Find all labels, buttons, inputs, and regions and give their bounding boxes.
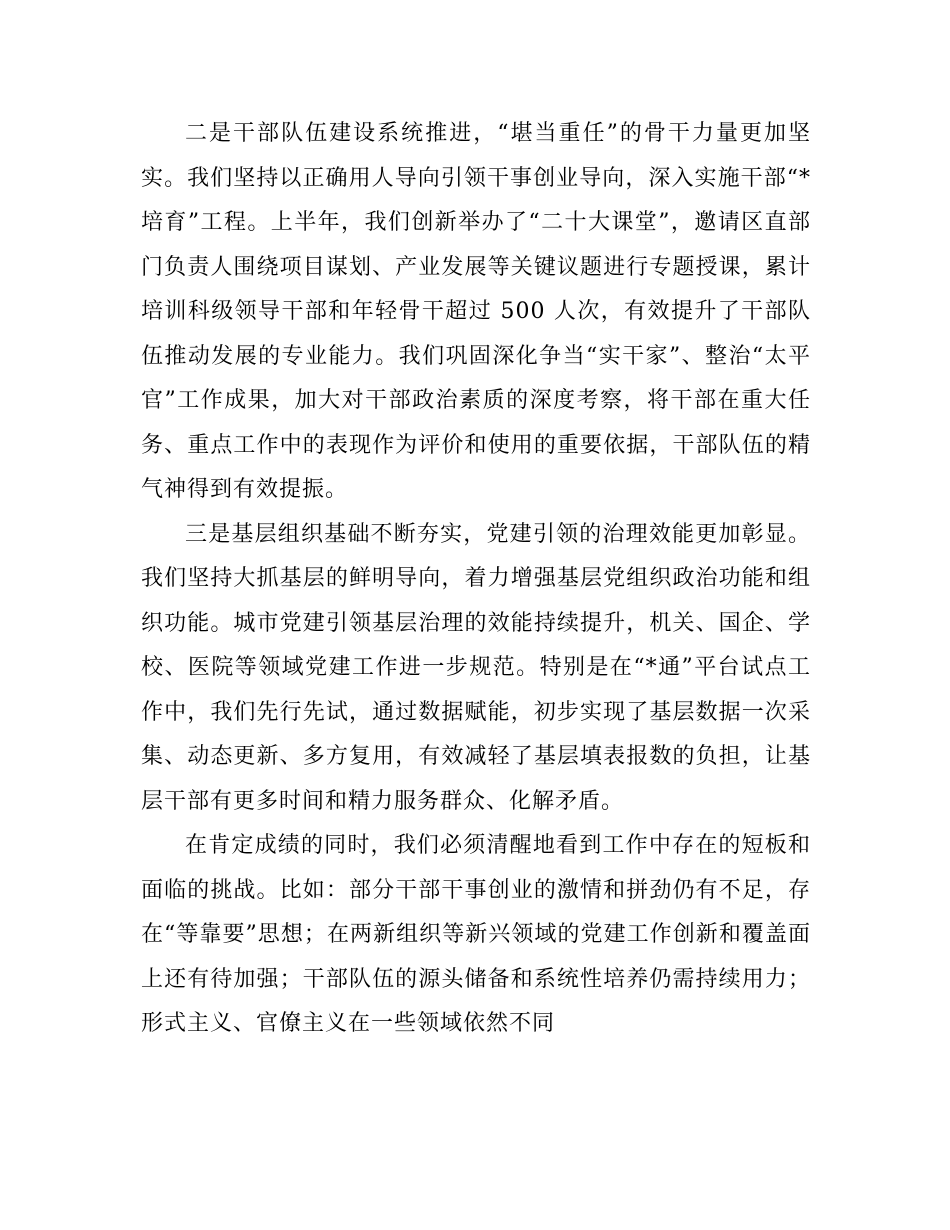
paragraph-cadre-team: 二是干部队伍建设系统推进，“堪当重任”的骨干力量更加坚实。我们坚持以正确用人导向引领干事创业导向，深入实施干部“*培育”工程。上半年，我们创新举办了“二十大课堂”，邀请区直部门负责人围绕项目谋划、产业发展等关键议题进行专题授课，累计培训科级领导干部和年轻骨干超过 500 人次，有效提升了干部队伍推动发展的专业能力。我们巩固深化争当“实干家”、整治“太平官”工作成果，加大对干部政治素质的深度考察，将干部在重大任务、重点工作中的表现作为评价和使用的重要依据，干部队伍的精气神得到有效提振。 <box>141 121 811 502</box>
paragraph-shortcomings: 在肯定成绩的同时，我们必须清醒地看到工作中存在的短板和面临的挑战。比如：部分干部干事创业的激情和拼劲仍有不足，存在“等靠要”思想；在两新组织等新兴领域的党建工作创新和覆盖面上还有待加强；干部队伍的源头储备和系统性培养仍需持续用力；形式主义、官僚主义在一些领域依然不同 <box>141 833 811 1036</box>
body-text <box>141 112 811 1047</box>
paragraph-grassroots-organization: 三是基层组织基础不断夯实，党建引领的治理效能更加彰显。我们坚持大抓基层的鲜明导向，着力增强基层党组织政治功能和组织功能。城市党建引领基层治理的效能持续提升，机关、国企、学校、医院等领域党建工作进一步规范。特别是在“*通”平台试点工作中，我们先行先试，通过数据赋能，初步实现了基层数据一次采集、动态更新、多方复用，有效减轻了基层填表报数的负担，让基层干部有更多时间和精力服务群众、化解矛盾。 <box>141 521 811 814</box>
